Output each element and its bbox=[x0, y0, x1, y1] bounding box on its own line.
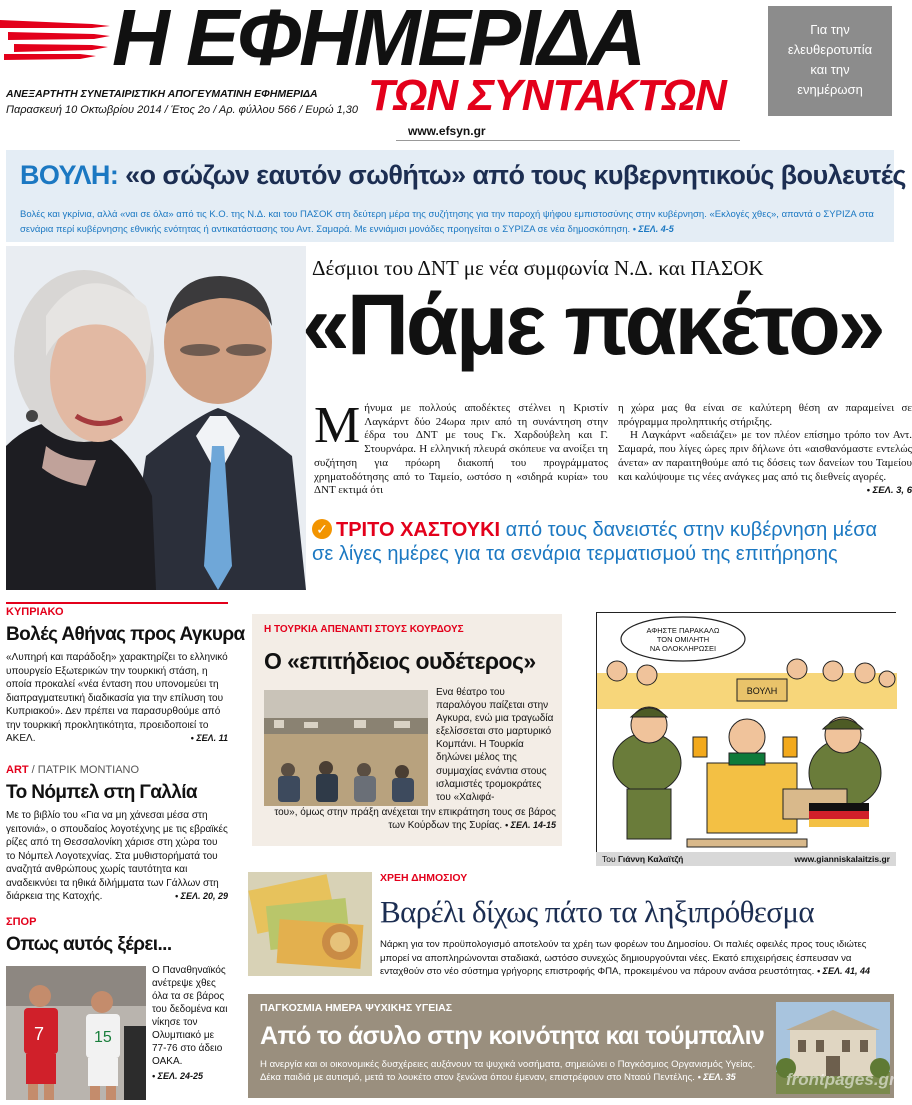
newspaper-subtitle: ΤΩΝ ΣΥΝΤΑΚΤΩΝ bbox=[368, 71, 726, 120]
story-headline: Το Νόμπελ στη Γαλλία bbox=[6, 782, 197, 803]
newspaper-tagline: ΑΝΕΞΑΡΤΗΤΗ ΣΥΝΕΤΑΙΡΙΣΤΙΚΗ ΑΠΟΓΕΥΜΑΤΙΝΗ ΕΦΗΜΕΡΙΔΑ bbox=[6, 88, 318, 100]
story-body-continued bbox=[264, 806, 556, 832]
lead-headline: «Πάμε πακέτο» bbox=[302, 277, 883, 373]
drop-cap: Μ bbox=[314, 397, 361, 454]
newspaper-title: Η ΕΦΗΜΕΡΙΔΑ bbox=[112, 0, 643, 82]
cartoonist-website[interactable]: www.gianniskalaitzis.gr bbox=[794, 854, 890, 864]
basketball-photo bbox=[6, 966, 146, 1100]
story-text: του», όμως στην πράξη ανέχεται την επικράτηση τους σε βάρος των Κούρδων της Συρίας. bbox=[274, 807, 556, 832]
parliament-title: «ο σώζων εαυτόν σωθήτω» από τους κυβερνητικούς βουλευτές bbox=[125, 160, 906, 190]
motto-line: και την bbox=[810, 62, 850, 77]
story-body bbox=[6, 651, 228, 746]
svg-text:15: 15 bbox=[94, 1029, 112, 1046]
page-reference-text: • ΣΕΛ. 3, 6 bbox=[866, 485, 912, 497]
section-author: ΠΑΤΡΙΚ ΜΟΝΤΙΑΝΟ bbox=[37, 764, 140, 776]
parliament-kicker: ΒΟΥΛΗ: bbox=[20, 160, 119, 190]
parliament-story[interactable] bbox=[6, 150, 906, 242]
story-headline: Ο «επιτήδειος ουδέτερος» bbox=[264, 648, 536, 674]
page-reference: • ΣΕΛ. 20, 29 bbox=[175, 891, 228, 901]
section-label: ΧΡΕΗ ΔΗΜΟΣΙΟΥ bbox=[380, 872, 468, 884]
story-headline: Βολές Αθήνας προς Αγκυρα bbox=[6, 624, 245, 645]
story-headline: Βαρέλι δίχως πάτο τα ληξιπρόθεσμα bbox=[380, 894, 815, 929]
motto-line: Για την bbox=[810, 22, 850, 37]
sport-story[interactable] bbox=[6, 916, 228, 1081]
lead-subhead bbox=[312, 518, 892, 566]
page-reference bbox=[618, 484, 912, 498]
banknotes-photo bbox=[248, 872, 372, 976]
motto-line: ενημέρωση bbox=[797, 82, 863, 97]
art-story[interactable] bbox=[6, 764, 228, 904]
kobani-photo bbox=[264, 690, 428, 806]
story-body bbox=[380, 938, 896, 979]
story-text: Ο Παναθηναϊκός ανέτρεψε χθες όλα τα σε βάρος του δεδομένα και νίκησε τον Ολυμπιακό με 77-76 στο άδειο ΟΑΚΑ. bbox=[152, 965, 228, 1067]
issue-info: Παρασκευή 10 Οκτωβρίου 2014 / Έτος 2ο / Αρ. φύλλου 566 / Ευρώ 1,30 bbox=[6, 104, 359, 116]
lead-column-2 bbox=[618, 402, 912, 498]
lead-kicker: Δέσμιοι του ΔΝΤ με νέα συμφωνία Ν.Δ. και ΠΑΣΟΚ bbox=[312, 256, 764, 280]
turkey-story[interactable] bbox=[252, 614, 562, 846]
motto-line: ελευθεροτυπία bbox=[787, 42, 873, 57]
cartoonist-name: Γιάννη Καλαϊτζή bbox=[618, 854, 684, 864]
masthead-divider bbox=[396, 140, 740, 141]
story-body: Ενα θέατρο του παραλόγου παίζεται στην Αγκυρα, ενώ μια τραγωδία εξελίσσεται στο μαρτυρικό Κομπάνι. Η Τουρκία δηλώνει μέλος της συμμαχίας ενάντια στους ισλαμιστές τρομοκράτες του «Χαλιφά- bbox=[436, 687, 554, 803]
story-headline: Οπως αυτός ξέρει... bbox=[6, 934, 172, 955]
story-headline: Από το άσυλο στην κοινότητα και τούμπαλιν bbox=[260, 1022, 765, 1050]
section-divider bbox=[6, 602, 228, 604]
lead-story[interactable] bbox=[6, 246, 912, 590]
lagarde-samaras-photo bbox=[6, 246, 306, 590]
page-reference: • ΣΕΛ. 4-5 bbox=[632, 224, 674, 234]
section-label: Η ΤΟΥΡΚΙΑ ΑΠΕΝΑΝΤΙ ΣΤΟΥΣ ΚΟΥΡΔΟΥΣ bbox=[264, 624, 464, 635]
euro-banknotes-photo bbox=[248, 872, 372, 976]
svg-text:ΑΦΗΣΤΕ ΠΑΡΑΚΑΛΩ: ΑΦΗΣΤΕ ΠΑΡΑΚΑΛΩ bbox=[646, 626, 720, 635]
credit-prefix: Του bbox=[602, 854, 616, 864]
page-reference: • ΣΕΛ. 24-25 bbox=[152, 1071, 203, 1081]
section-label: ΣΠΟΡ bbox=[6, 916, 37, 928]
lead-photo bbox=[6, 246, 306, 590]
section-label bbox=[6, 764, 228, 776]
story-text: «Λυπηρή και παράδοξη» χαρακτηρίζει το ελληνικό υπουργείο Εξωτερικών την τουρκική στάση, η οποία προκαλεί «νέα ένταση που υπονομεύει τη διαπραγματευτική διαδικασία για την επίλυση του Κυπριακού». Δεν πρέπει να παρασυρθούμε από την τουρκική προκλητικότητα, προειδοποιεί το ΑΚΕΛ. bbox=[6, 652, 228, 744]
lead-subhead-highlight: ΤΡΙΤΟ ΧΑΣΤΟΥΚΙ bbox=[336, 519, 501, 541]
political-cartoon bbox=[596, 612, 896, 852]
cartoon-credit bbox=[596, 852, 896, 866]
section-label-text: ART bbox=[6, 764, 29, 776]
story-body bbox=[260, 1058, 768, 1084]
section-separator: / bbox=[31, 764, 35, 776]
motto-box bbox=[768, 6, 892, 116]
cartoon-drawing bbox=[597, 613, 897, 853]
page-reference: • ΣΕΛ. 14-15 bbox=[505, 820, 556, 831]
page-reference: • ΣΕΛ. 11 bbox=[190, 733, 228, 743]
section-label: ΠΑΓΚΟΣΜΙΑ ΗΜΕΡΑ ΨΥΧΙΚΗΣ ΥΓΕΙΑΣ bbox=[260, 1002, 452, 1014]
story-text: Με το βιβλίο του «Για να μη χάνεσαι μέσα στη γειτονιά», ο σπουδαίος λογοτέχνης με τις εβραϊκές ρίζες από τη Θεσσαλονίκη χάρισε στη χώρα του το Νόμπελ Λογοτεχνίας. Στα μυθιστορήματά του αναζητά ανθρώπους χωρίς ταυτότητα και αναδεικνύει τα ηθικά διλήμματα των Γάλλων στη διάρκεια της Κατοχής. bbox=[6, 810, 228, 902]
cyprus-story[interactable] bbox=[6, 606, 245, 746]
lead-column-1 bbox=[314, 397, 608, 498]
source-watermark: frontpages.gr bbox=[786, 1070, 896, 1089]
svg-text:ΝΑ ΟΛΟΚΛΗΡΩΣΕΙ: ΝΑ ΟΛΟΚΛΗΡΩΣΕΙ bbox=[649, 644, 717, 653]
lead-text: Η Λαγκάρντ «αδειάζει» με τον πλέον επίσημο τρόπο τον Αντ. Σαμαρά, που λίγες ώρες πριν δήλωνε ότι «αισθανόμαστε εντελώς άνετα» αν παραιτηθούμε από τις δόσεις των δανείων του Ταμείου και καλύψουμε τις νέες ανάγκες μας από τις διεθνείς αγορές. bbox=[618, 429, 912, 483]
page-reference: • ΣΕΛ. 41, 44 bbox=[817, 966, 870, 976]
story-text: Νάρκη για τον προϋπολογισμό αποτελούν τα χρέη των φορέων του Δημοσίου. Οι παλιές οφειλές προς τους ιδιώτες μπορεί να αποπληρώνονται σταδιακά, ωστόσο συνεχώς δημιουργούνται νέες. Εκατό επιχειρήσεις έσπευσαν να ενταχθούν στο νέο σύστημα γρήγορης επιστροφής ΦΠΑ, προκειμένου να πάρουν ανάσα ρευστότητας. bbox=[380, 939, 867, 977]
parliament-text: Βολές και γκρίνια, αλλά «ναι σε όλα» από τις Κ.Ο. της Ν.Δ. και του ΠΑΣΟΚ στη δεύτερη μέρα της συζήτησης για την παροχή ψήφου εμπιστοσύνης στην κυβέρνηση. «Εκλογές χθες», απαντά ο ΣΥΡΙΖΑ στα σενάρια περί κυβέρνησης εθνικής ενότητας ή αντικατάστασης του Αντ. Σαμαρά. Με εννιάμισι μονάδες προηγείται ο ΣΥΡΙΖΑ σε νέα δημοσκόπηση. bbox=[20, 209, 874, 235]
lead-text: η χώρα μας θα είναι σε καλύτερη θέση αν παραμείνει σε πρόγραμμα προληπτικής στήριξης. bbox=[618, 402, 912, 428]
kobani-landscape-photo bbox=[264, 690, 428, 806]
website-link[interactable]: www.efsyn.gr bbox=[408, 124, 486, 138]
parliament-headline bbox=[20, 162, 906, 189]
story-body bbox=[6, 809, 228, 904]
section-label: ΚΥΠΡΙΑΚΟ bbox=[6, 606, 64, 618]
page-reference: • ΣΕΛ. 35 bbox=[697, 1072, 736, 1082]
public-debt-story[interactable] bbox=[248, 866, 894, 984]
svg-text:7: 7 bbox=[34, 1024, 45, 1044]
lead-text: ήνυμα με πολλούς αποδέκτες στέλνει η Κριστίν Λαγκάρντ δύο 24ωρα πριν από τη συνάντηση στην έδρα του ΔΝΤ με τους Γκ. Χαρδούβελη και Γ. Στουρνάρα. Η ελληνική πλευρά σκόπευε να ανοίξει τη συζήτηση για πρόωρη διακοπή του προγράμματος χρηματοδότησης από το Ταμείο, ωστόσο η «σιδηρά κυρία» του ΔΝΤ εκτιμά ότι bbox=[314, 402, 608, 497]
basketball-players-photo bbox=[6, 966, 146, 1100]
masthead bbox=[0, 0, 900, 145]
svg-text:ΒΟΥΛΗ: ΒΟΥΛΗ bbox=[746, 686, 778, 696]
svg-text:ΤΟΝ ΟΜΙΛΗΤΗ: ΤΟΝ ΟΜΙΛΗΤΗ bbox=[656, 635, 710, 644]
story-text: Η ανεργία και οι οικονομικές δυσχέρειες αυξάνουν τα ψυχικά νοσήματα, σημειώνει ο Παγκόσμιος Οργανισμός Υγείας. Δέκα παιδιά με αυτισμό, μετά το λουκέτο στον ξενώνα όπου έμεναν, επιστρέφουν στο Νταού Πεντέλης. bbox=[260, 1059, 756, 1083]
flying-arrows-icon bbox=[0, 14, 110, 60]
check-icon: ✓ bbox=[312, 519, 332, 539]
story-body bbox=[152, 964, 230, 1083]
parliament-body bbox=[20, 208, 886, 237]
lead-subhead-text: από τους δανειστές στην κυβέρνηση μέσα σε λίγες ημέρες για τα σενάρια τερματισμού της επιτήρησης bbox=[312, 519, 878, 565]
